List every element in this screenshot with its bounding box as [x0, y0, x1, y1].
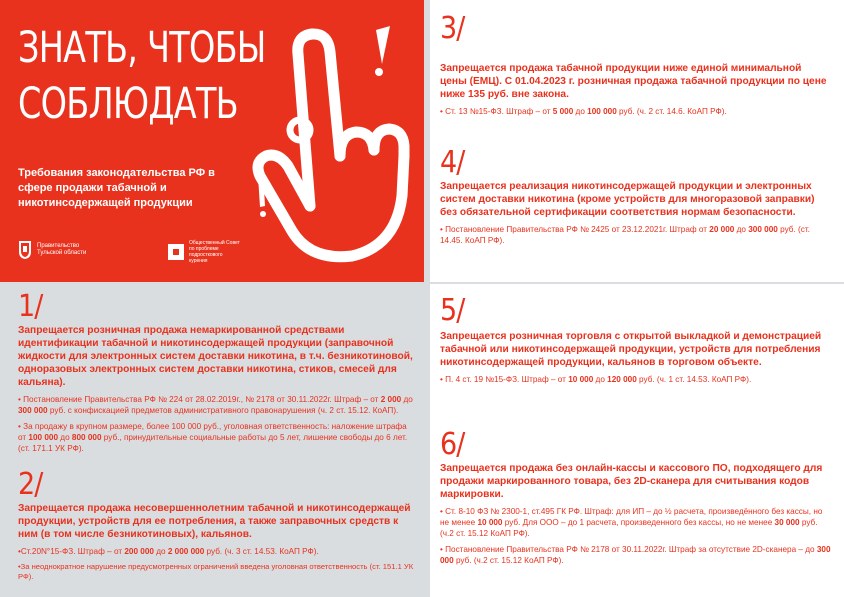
vertical-divider — [424, 0, 430, 597]
section-1-heading: Запрещается розничная продажа немаркированной средствами идентификации табачной и никотинсодержащей продукции (заправочной жидкости для электронных систем доставки никотина, в т.ч. безникотиновой, одноразовых электронных систем доставки никотина, стиков, смесей для кальяна). — [18, 325, 413, 388]
tula-government-text — [37, 243, 86, 257]
section-3-bullet-1-text: • Ст. 13 №15-ФЗ. Штраф – от — [440, 107, 553, 116]
section-6-fine-scanner: 300 000 — [440, 545, 831, 565]
council-emblem-icon — [168, 244, 184, 260]
section-1-bullet-2-tail: руб., принудительные социальные работы до 5 лет, лишение свободы до 6 лет. (ст. 171.1 УК РФ). — [18, 433, 408, 453]
section-1-fine-from: 2 000 — [380, 395, 402, 404]
section-6-bullet-2 — [440, 544, 832, 566]
section-3-bullet-1-tail: руб. (ч. 2 ст. 14.6. КоАП РФ). — [616, 107, 727, 116]
hero-title-line-2: СОБЛЮДАТЬ — [18, 79, 238, 129]
section-4 — [440, 145, 832, 246]
section-5-heading: Запрещается розничная торговля с открытой выкладкой и демонстрацией табачной или никотинсодержащей продукции, устройств для потребления никотинсодержащей продукции, кальянов в торговом объекте. — [440, 331, 822, 368]
section-1-criminal-fine-from: 100 000 — [28, 433, 59, 442]
section-3-fine-from: 5 000 — [552, 107, 574, 116]
section-1-bullet-1-mid: до — [401, 395, 413, 404]
section-3-heading-part-1: Запрещается продажа табачной продукции ниже единой минимальной цены (ЕМЦ). С 01.04.2023 г. розничная продажа табачной продукции по цене ниже — [440, 63, 827, 100]
public-council-line-3: подросткового — [189, 252, 223, 258]
section-6-fine-ip: 10 000 — [477, 518, 503, 527]
coat-of-arms-icon — [18, 240, 32, 260]
section-4-number: 4/ — [440, 145, 465, 180]
section-3-bullet-1 — [440, 106, 830, 117]
section-5-bullet-1 — [440, 374, 832, 385]
section-6-bullet-2-text: • Постановление Правительства РФ № 2178 от 30.11.2022г. Штраф за отсутствие 2D-сканера – до — [440, 545, 817, 554]
section-1-criminal-fine-to: 800 000 — [71, 433, 102, 442]
section-2-bullet-1 — [18, 546, 414, 557]
hero-panel — [0, 0, 424, 282]
section-5-number: 5/ — [440, 293, 465, 328]
section-4-bullet-1-mid: до — [734, 225, 749, 234]
section-6-bullet-2-tail: руб. (ч.2 ст. 15.12 КоАП РФ). — [453, 556, 564, 565]
section-3-bullet-1-mid: до — [573, 107, 588, 116]
section-6 — [440, 427, 832, 566]
section-3-fine-to: 100 000 — [587, 107, 617, 116]
section-1-bullet-2 — [18, 421, 414, 454]
section-1-bullet-1-tail: руб. с конфискацией предметов административного правонарушения (ч. 2 ст. 15.12. КоАП). — [47, 406, 399, 415]
section-6-bullet-1-tail: руб. (ч.2 ст. 15.12 КоАП РФ). — [440, 518, 818, 538]
section-1 — [18, 289, 414, 454]
hero-title — [18, 20, 266, 132]
section-2-number: 2/ — [18, 467, 43, 502]
section-1-number: 1/ — [18, 289, 43, 324]
section-2-heading: Запрещается продажа несовершеннолетним табачной и никотинсодержащей продукции, устройств для ее потребления, а также заправочных средств к ним (в том числе безникотиновых), кальянов. — [18, 503, 411, 540]
section-5-bullet-1-mid: до — [593, 375, 608, 384]
section-4-bullet-1-tail: руб. (ст. 14.45. КоАП РФ). — [440, 225, 810, 245]
section-6-heading: Запрещается продажа без онлайн-кассы и кассового ПО, подходящего для продажи маркированного товара, без 2D-сканера для считывания кодов маркировки. — [440, 463, 823, 500]
section-6-bullet-1 — [440, 506, 832, 539]
section-4-heading: Запрещается реализация никотинсодержащей продукции и электронных систем доставки никотина (кроме устройств для многоразовой заправки) без обязательной сертификации соответствия нормам безопасности. — [440, 181, 815, 218]
tula-government-line-1: Правительство — [37, 243, 80, 249]
horizontal-divider — [430, 282, 844, 284]
section-1-bullet-2-mid: до — [58, 433, 72, 442]
section-3-number: 3/ — [440, 11, 465, 46]
section-4-fine-to: 300 000 — [748, 225, 778, 234]
section-5-fine-from: 10 000 — [568, 375, 594, 384]
section-1-bullet-1 — [18, 394, 414, 416]
section-2-fine-from: 200 000 — [124, 547, 154, 556]
section-1-fine-to: 300 000 — [18, 406, 48, 415]
section-2-bullet-2: •За неоднократное нарушение предусмотренных ограничений введена уголовная ответственность (ст. 151.1 УК РФ). — [18, 562, 414, 581]
section-5-bullet-1-tail: руб. (ч. 1 ст. 14.53. КоАП РФ). — [636, 375, 752, 384]
section-3-heading-part-2: руб. вне закона. — [485, 89, 569, 100]
section-5-bullet-1-text: • П. 4 ст. 19 №15-ФЗ. Штраф – от — [440, 375, 569, 384]
public-council-line-2: по проблеме — [189, 246, 219, 252]
section-6-number: 6/ — [440, 427, 465, 462]
section-1-bullet-2-text: • За продажу в крупном размере, более 100 000 руб., уголовная ответственность: наложение штрафа от — [18, 422, 407, 442]
section-5 — [440, 293, 832, 385]
hero-subtitle: Требования законодательства РФ в сфере продажи табачной и никотинсодержащей продукции — [18, 167, 215, 209]
section-4-bullet-1 — [440, 224, 832, 246]
section-2-fine-to: 2 000 000 — [167, 547, 205, 556]
public-council-line-1: Общественный Совет — [189, 240, 240, 246]
section-2-bullet-1-text: •Ст.20N°15-ФЗ. Штраф – от — [18, 547, 125, 556]
section-6-fine-ooo: 30 000 — [774, 518, 800, 527]
section-3-heading — [440, 62, 830, 101]
section-6-bullet-1-mid: руб. Для ООО – до 1 расчета, произведенного без кассы, но не менее — [502, 518, 775, 527]
section-2-bullet-1-mid: до — [153, 547, 168, 556]
section-1-bullet-1-text: • Постановление Правительства РФ № 224 от 28.02.2019г., № 2178 от 30.11.2022г. Штраф – от — [18, 395, 381, 404]
hero-title-line-1: ЗНАТЬ, ЧТОБЫ — [18, 23, 266, 73]
section-5-fine-to: 120 000 — [607, 375, 637, 384]
section-4-bullet-1-text: • Постановление Правительства РФ № 2425 от 23.12.2021г. Штраф от — [440, 225, 710, 234]
section-3 — [440, 11, 830, 117]
section-2 — [18, 467, 414, 582]
section-6-bullet-1-text: • Ст. 8-10 ФЗ № 2300-1, ст.495 ГК РФ. Штраф: для ИП – до ½ расчета, произведённого без кассы, но не менее — [440, 507, 823, 527]
pointing-hand-icon — [232, 6, 422, 276]
section-2-bullet-1-tail: руб. (ч. 3 ст. 14.53. КоАП РФ). — [204, 547, 319, 556]
tula-government-line-2: Тульской области — [37, 250, 87, 256]
section-4-fine-from: 20 000 — [709, 225, 735, 234]
public-council-line-4: курения — [189, 258, 208, 264]
tula-government-logo — [18, 240, 86, 260]
section-3-min-price: 135 — [468, 89, 486, 100]
